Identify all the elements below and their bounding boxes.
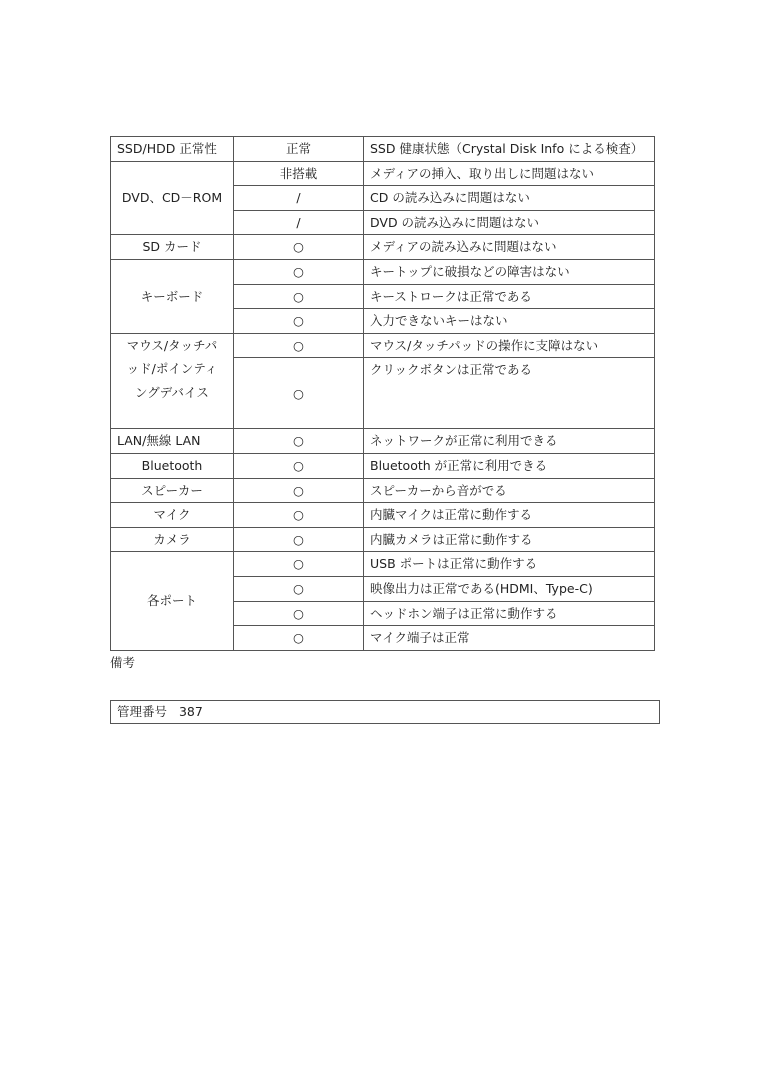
status-ports-2: ○: [234, 576, 364, 601]
note-dvd-2: CD の読み込みに問題はない: [364, 186, 655, 211]
note-ports-4: マイク端子は正常: [364, 626, 655, 651]
note-speaker: スピーカーから音がでる: [364, 478, 655, 503]
status-ssd: 正常: [234, 137, 364, 162]
status-ports-1: ○: [234, 552, 364, 577]
note-sd: メディアの読み込みに問題はない: [364, 235, 655, 260]
table-row: [111, 161, 655, 186]
status-dvd-2: /: [234, 186, 364, 211]
item-bluetooth: Bluetooth: [111, 453, 234, 478]
table-row: [111, 429, 655, 454]
status-pointing-1: ○: [234, 333, 364, 358]
remarks-label: 備考: [110, 655, 136, 670]
management-number: 387: [178, 704, 203, 719]
status-keyboard-2: ○: [234, 284, 364, 309]
status-pointing-2: ○: [234, 358, 364, 429]
note-dvd-1: メディアの挿入、取り出しに問題はない: [364, 161, 655, 186]
table-row: [111, 478, 655, 503]
table-row: [111, 235, 655, 260]
table-row: [111, 137, 655, 162]
status-lan: ○: [234, 429, 364, 454]
note-keyboard-2: キーストロークは正常である: [364, 284, 655, 309]
table-row: [111, 503, 655, 528]
note-ports-3: ヘッドホン端子は正常に動作する: [364, 601, 655, 626]
table-row: [111, 527, 655, 552]
item-keyboard: キーボード: [111, 259, 234, 333]
note-pointing-1: マウス/タッチパッドの操作に支障はない: [364, 333, 655, 358]
status-mic: ○: [234, 503, 364, 528]
item-mic: マイク: [111, 503, 234, 528]
status-dvd-3: /: [234, 210, 364, 235]
note-pointing-2: クリックボタンは正常である: [364, 358, 655, 429]
status-camera: ○: [234, 527, 364, 552]
item-camera: カメラ: [111, 527, 234, 552]
status-keyboard-1: ○: [234, 259, 364, 284]
table-row: [111, 259, 655, 284]
note-camera: 内臓カメラは正常に動作する: [364, 527, 655, 552]
inspection-table: [110, 136, 655, 651]
item-ports: 各ポート: [111, 552, 234, 650]
note-keyboard-3: 入力できないキーはない: [364, 309, 655, 334]
item-pointing: マウス/タッチパッド/ポインティングデバイス: [111, 333, 234, 429]
status-sd: ○: [234, 235, 364, 260]
status-bluetooth: ○: [234, 453, 364, 478]
note-dvd-3: DVD の読み込みに問題はない: [364, 210, 655, 235]
table-row: [111, 552, 655, 577]
note-ports-2: 映像出力は正常である(HDMI、Type-C): [364, 576, 655, 601]
status-ports-3: ○: [234, 601, 364, 626]
note-keyboard-1: キートップに破損などの障害はない: [364, 259, 655, 284]
note-ports-1: USB ポートは正常に動作する: [364, 552, 655, 577]
item-ssd: SSD/HDD 正常性: [111, 137, 234, 162]
item-dvd: DVD、CD－ROM: [111, 161, 234, 235]
status-speaker: ○: [234, 478, 364, 503]
status-ports-4: ○: [234, 626, 364, 651]
management-number-box: [110, 700, 660, 724]
item-sd: SD カード: [111, 235, 234, 260]
note-bluetooth: Bluetooth が正常に利用できる: [364, 453, 655, 478]
status-dvd-1: 非搭載: [234, 161, 364, 186]
item-lan: LAN/無線 LAN: [111, 429, 234, 454]
note-mic: 内臓マイクは正常に動作する: [364, 503, 655, 528]
management-label: 管理番号: [117, 704, 168, 719]
status-keyboard-3: ○: [234, 309, 364, 334]
note-lan: ネットワークが正常に利用できる: [364, 429, 655, 454]
table-row: [111, 333, 655, 358]
note-ssd: SSD 健康状態（Crystal Disk Info による検査）: [364, 137, 655, 162]
item-speaker: スピーカー: [111, 478, 234, 503]
table-row: [111, 453, 655, 478]
